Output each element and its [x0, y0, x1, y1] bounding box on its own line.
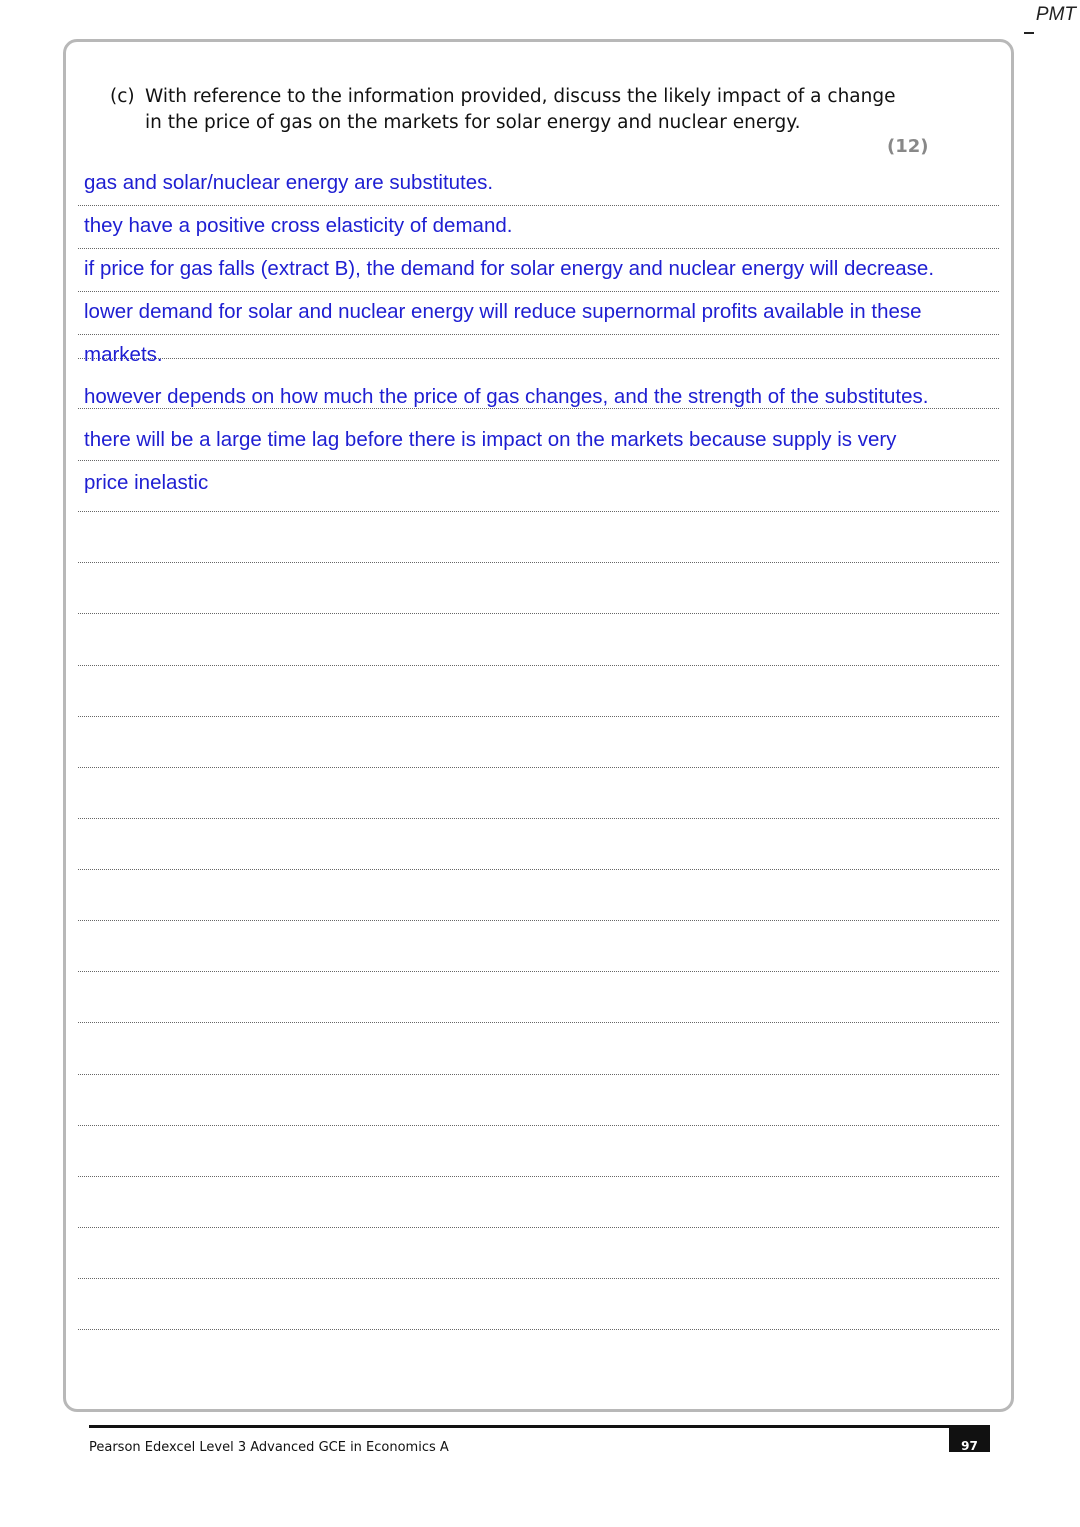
answer-text-line: lower demand for solar and nuclear energy will reduce supernormal profits available in these — [84, 300, 922, 323]
pmt-label: PMT — [1035, 4, 1076, 25]
answer-ruled-line — [78, 1085, 999, 1126]
answer-ruled-line — [78, 1034, 999, 1075]
answer-ruled-line — [78, 931, 999, 972]
answer-text-line: they have a positive cross elasticity of demand. — [84, 214, 513, 237]
answer-text-line: markets. — [84, 343, 163, 366]
answer-ruled-line — [78, 880, 999, 921]
answer-text-line: there will be a large time lag before there is impact on the markets because supply is very — [84, 428, 897, 451]
answer-ruled-line — [78, 778, 999, 819]
answer-ruled-line — [78, 727, 999, 768]
answer-ruled-line — [78, 522, 999, 563]
answer-ruled-line — [78, 318, 999, 359]
answer-ruled-line — [78, 1238, 999, 1279]
question-number: (c) — [110, 86, 135, 107]
answer-ruled-line — [78, 676, 999, 717]
answer-ruled-line — [78, 829, 999, 870]
question-text-2: in the price of gas on the markets for solar energy and nuclear energy. — [145, 112, 801, 133]
answer-text-line: if price for gas falls (extract B), the demand for solar energy and nuclear energy will decrease. — [84, 257, 935, 280]
answer-ruled-line — [78, 1187, 999, 1228]
answer-ruled-line — [78, 982, 999, 1023]
answer-ruled-line — [78, 625, 999, 666]
pmt-underline — [1024, 32, 1034, 34]
answer-ruled-line — [78, 471, 999, 512]
question-c — [110, 84, 930, 136]
answer-ruled-line — [78, 1136, 999, 1177]
answer-ruled-line — [78, 573, 999, 614]
footer-title: Pearson Edexcel Level 3 Advanced GCE in Economics A — [89, 1440, 449, 1452]
question-text-1: With reference to the information provided, discuss the likely impact of a change — [145, 86, 896, 107]
answer-ruled-line — [78, 1289, 999, 1330]
page-number: 97 — [949, 1428, 990, 1452]
footer-rule — [89, 1425, 990, 1428]
question-line-1 — [110, 84, 930, 110]
answer-text-line: price inelastic — [84, 471, 209, 494]
answer-text-line: gas and solar/nuclear energy are substitutes. — [84, 171, 494, 194]
answer-text-line: however depends on how much the price of gas changes, and the strength of the substitutes. — [84, 385, 929, 408]
question-marks: (12) — [887, 136, 929, 157]
